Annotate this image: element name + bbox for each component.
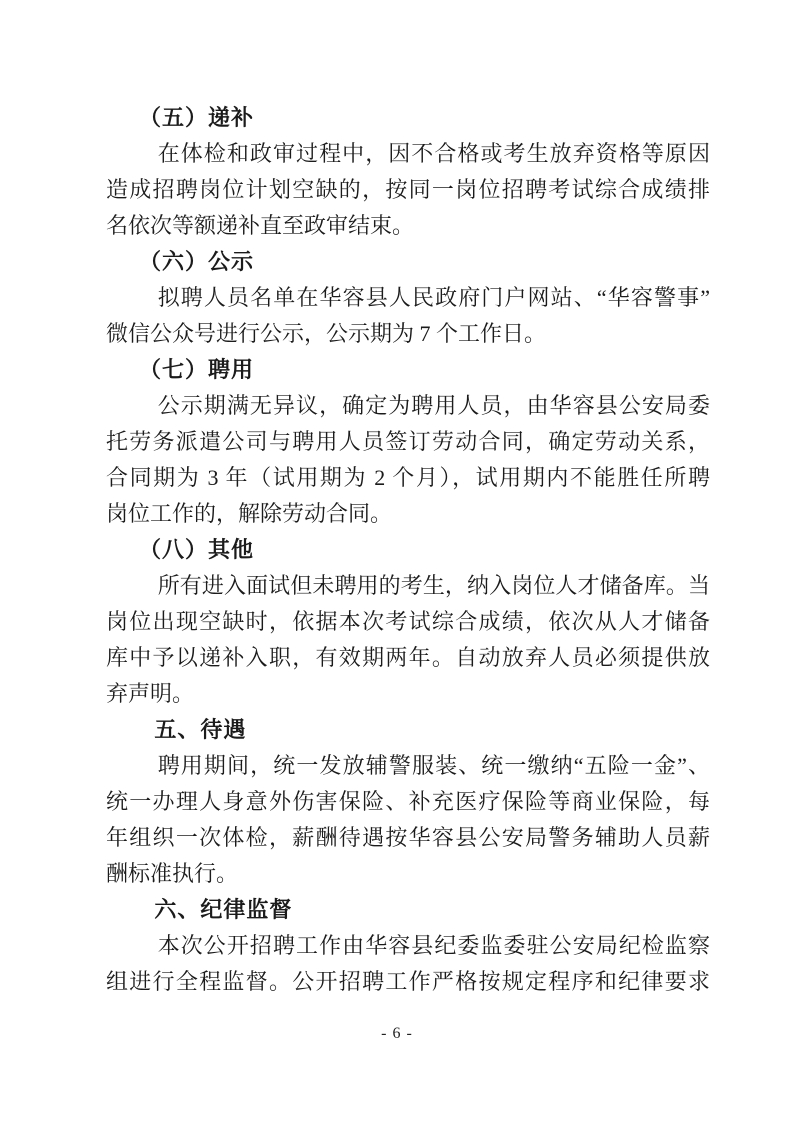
section-heading-5-dibu: （五）递补 <box>139 105 255 130</box>
document-body <box>106 100 710 1000</box>
text-line: 年组织一次体检，薪酬待遇按华容县公安局警务辅助人员薪 <box>106 825 710 850</box>
section-heading-daiyu: 五、待遇 <box>154 717 247 742</box>
text-line: 在体检和政审过程中，因不合格或考生放弃资格等原因 <box>157 141 710 166</box>
text-line: 名依次等额递补直至政审结束。 <box>106 213 415 238</box>
text-line: 造成招聘岗位计划空缺的，按同一岗位招聘考试综合成绩排 <box>106 177 710 202</box>
text-line: 拟聘人员名单在华容县人民政府门户网站、“华容警事” <box>157 285 710 310</box>
text-line: 岗位工作的，解除劳动合同。 <box>106 501 393 526</box>
section-heading-6-gongshi: （六）公示 <box>139 249 255 274</box>
text-line: 岗位出现空缺时，依据本次考试综合成绩，依次从人才储备 <box>106 609 710 634</box>
text-line: 微信公众号进行公示，公示期为 7 个工作日。 <box>106 321 547 346</box>
text-line: 所有进入面试但未聘用的考生，纳入岗位人才储备库。当 <box>157 573 710 598</box>
text-line: 合同期为 3 年（试用期为 2 个月），试用期内不能胜任所聘 <box>106 465 710 490</box>
text-line: 库中予以递补入职，有效期两年。自动放弃人员必须提供放 <box>106 645 710 670</box>
text-line: 酬标准执行。 <box>106 861 239 886</box>
section-heading-8-qita: （八）其他 <box>139 537 255 562</box>
text-line: 聘用期间，统一发放辅警服装、统一缴纳“五险一金”、 <box>157 753 710 778</box>
text-line: 托劳务派遣公司与聘用人员签订劳动合同，确定劳动关系， <box>106 429 710 454</box>
text-line: 本次公开招聘工作由华容县纪委监委驻公安局纪检监察 <box>157 933 710 958</box>
section-heading-7-pinyong: （七）聘用 <box>139 357 255 382</box>
section-heading-jilu-jiandu: 六、纪律监督 <box>154 897 293 922</box>
text-line: 组进行全程监督。公开招聘工作严格按规定程序和纪律要求 <box>106 969 710 994</box>
text-line: 统一办理人身意外伤害保险、补充医疗保险等商业保险，每 <box>106 789 710 814</box>
text-line: 弃声明。 <box>106 681 195 706</box>
page-number: - 6 - <box>381 1025 413 1042</box>
text-line: 公示期满无异议，确定为聘用人员，由华容县公安局委 <box>157 393 710 418</box>
